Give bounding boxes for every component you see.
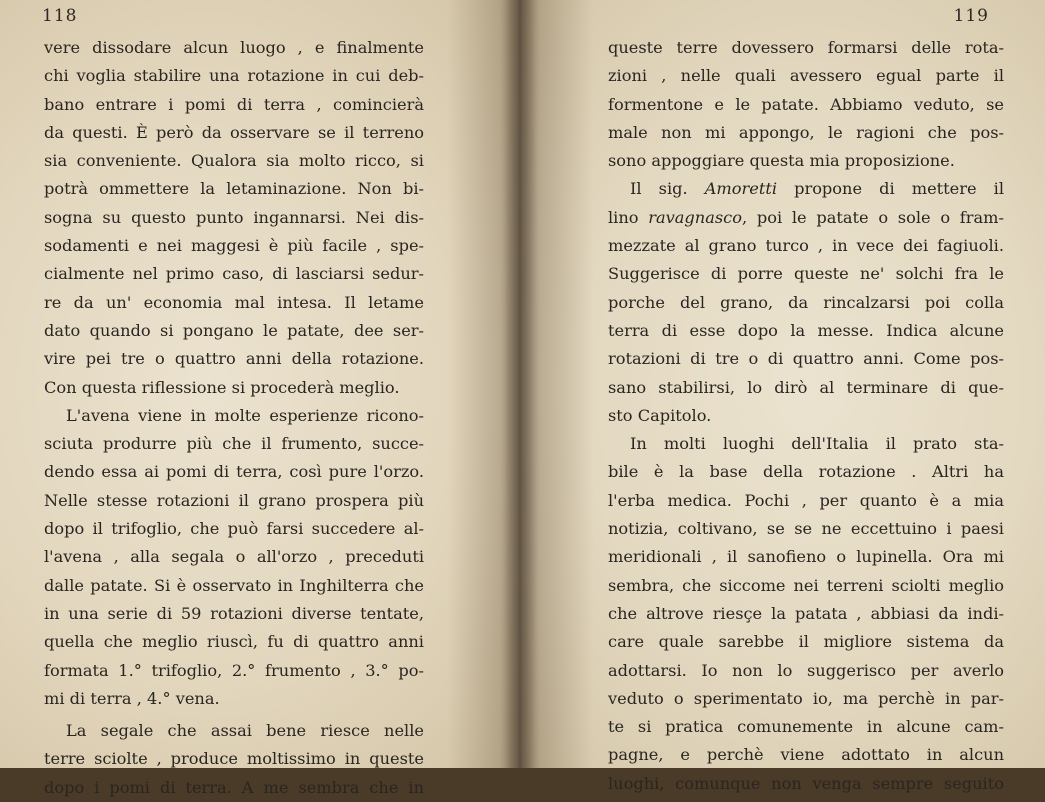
text-line: La segale che assai bene riesce nelle [66,721,424,741]
text-line: sano stabilirsi, lo dirò al terminare di que- [608,377,1004,397]
text-line: l'avena , alla segala o all'orzo , preceduti [44,547,424,567]
text-line: queste terre dovessero formarsi delle rota- [608,38,1004,57]
text-line: sodamenti e nei maggesi è più facile , spe- [44,236,424,256]
left-page [0,0,520,797]
text-line: in una serie di 59 rotazioni diverse tentate, [44,603,424,623]
text-line: da questi. È però da osservare se il terreno [44,122,424,142]
left-page-text [44,34,424,802]
text-line: sembra, che siccome nei terreni sciolti meglio [608,575,1004,595]
author-name: Amoretti [704,179,778,199]
text-line: meridionali , il sanofieno o lupinella. Ora mi [608,547,1004,567]
text-line: dendo essa ai pomi di terra, così pure l'orzo. [44,462,424,482]
page-number-left: 118 [42,6,78,26]
text-line: dalle patate. Si è osservato in Inghilterra che [44,575,424,595]
text-line: In molti luoghi dell'Italia il prato sta- [630,434,1004,454]
text-line: sciuta produrre più che il frumento, succe- [44,434,424,454]
right-page [520,0,1045,793]
text-line: cialmente nel primo caso, di lasciarsi sedur- [44,264,424,284]
text-line: vire pei tre o quattro anni della rotazione. [44,349,424,369]
text-line: zioni , nelle quali avessero egual parte il [608,66,1004,86]
text-line: luoghi, comunque non venga sempre seguito [608,773,1004,793]
text-line: potrà ommettere la letaminazione. Non bi- [44,179,424,199]
text-line: mi di terra , 4.° vena. [44,688,220,708]
text-line: te si pratica comunemente in alcune cam- [608,717,1004,737]
text-line: veduto o sperimentato io, ma perchè in par- [608,688,1004,708]
text-line: dato quando si pongano le patate, dee ser- [44,320,424,340]
text-line: adottarsi. Io non lo suggerisco per averlo [608,660,1004,680]
text-line: rotazioni di tre o di quattro anni. Come pos- [608,349,1004,369]
page-number-right: 119 [953,6,989,26]
text-line: formentone e le patate. Abbiamo veduto, se [608,94,1004,114]
text-line: l'erba medica. Pochi , per quanto è a mia [608,490,1004,510]
text-run: , poi le patate o sole o fram- [742,207,1004,227]
right-page-text [608,34,1004,798]
text-line: porche del grano, da rincalzarsi poi colla [608,292,1004,312]
text-line: bile è la base della rotazione . Altri ha [608,462,1004,482]
text-line: formata 1.° trifoglio, 2.° frumento , 3.° po- [44,660,424,680]
text-line: sono appoggiare questa mia proposizione. [608,151,955,171]
text-line: sia conveniente. Qualora sia molto ricco, si [44,151,424,171]
text-line: male non mi appongo, le ragioni che pos- [608,122,1004,142]
text-line: chi voglia stabilire una rotazione in cui deb- [44,66,424,86]
text-run: lino [608,207,649,227]
text-line: notizia, coltivano, se se ne eccettuino i paesi [608,519,1004,539]
text-line: vere dissodare alcun luogo , e finalmente [44,38,424,57]
text-line: mezzate al grano turco , in vece dei fagiuoli. [608,236,1004,256]
text-line: terre sciolte , produce moltissimo in queste [44,749,424,769]
text-line [608,175,1004,203]
text-line: che altrove riesçe la patata , abbiasi da indi- [608,603,1004,623]
plant-name: ravagnasco [648,207,742,227]
text-line [608,204,1004,232]
text-line: L'avena viene in molte esperienze ricono- [66,405,424,425]
text-line: care quale sarebbe il migliore sistema da [608,632,1004,652]
text-line: Nelle stesse rotazioni il grano prospera più [44,490,424,510]
text-line: quella che meglio riuscì, fu di quattro anni [44,632,424,652]
text-run: Il sig. [630,179,705,199]
text-line: sogna su questo punto ingannarsi. Nei dis- [44,207,424,227]
text-line: sto Capitolo. [608,405,712,425]
text-line: re da un' economia mal intesa. Il letame [44,292,424,312]
text-line: Con questa riflessione si procederà meglio. [44,377,400,397]
text-line: bano entrare i pomi di terra , comincierà [44,94,424,114]
text-line: dopo i pomi di terra. A me sembra che in [44,777,424,797]
text-line: Suggerisce di porre queste ne' solchi fra le [608,264,1004,284]
text-run: propone di mettere il [777,179,1004,199]
text-line: terra di esse dopo la messe. Indica alcune [608,320,1004,340]
text-line: pagne, e perchè viene adottato in alcun [608,745,1004,765]
text-line: dopo il trifoglio, che può farsi succedere al- [44,519,424,539]
